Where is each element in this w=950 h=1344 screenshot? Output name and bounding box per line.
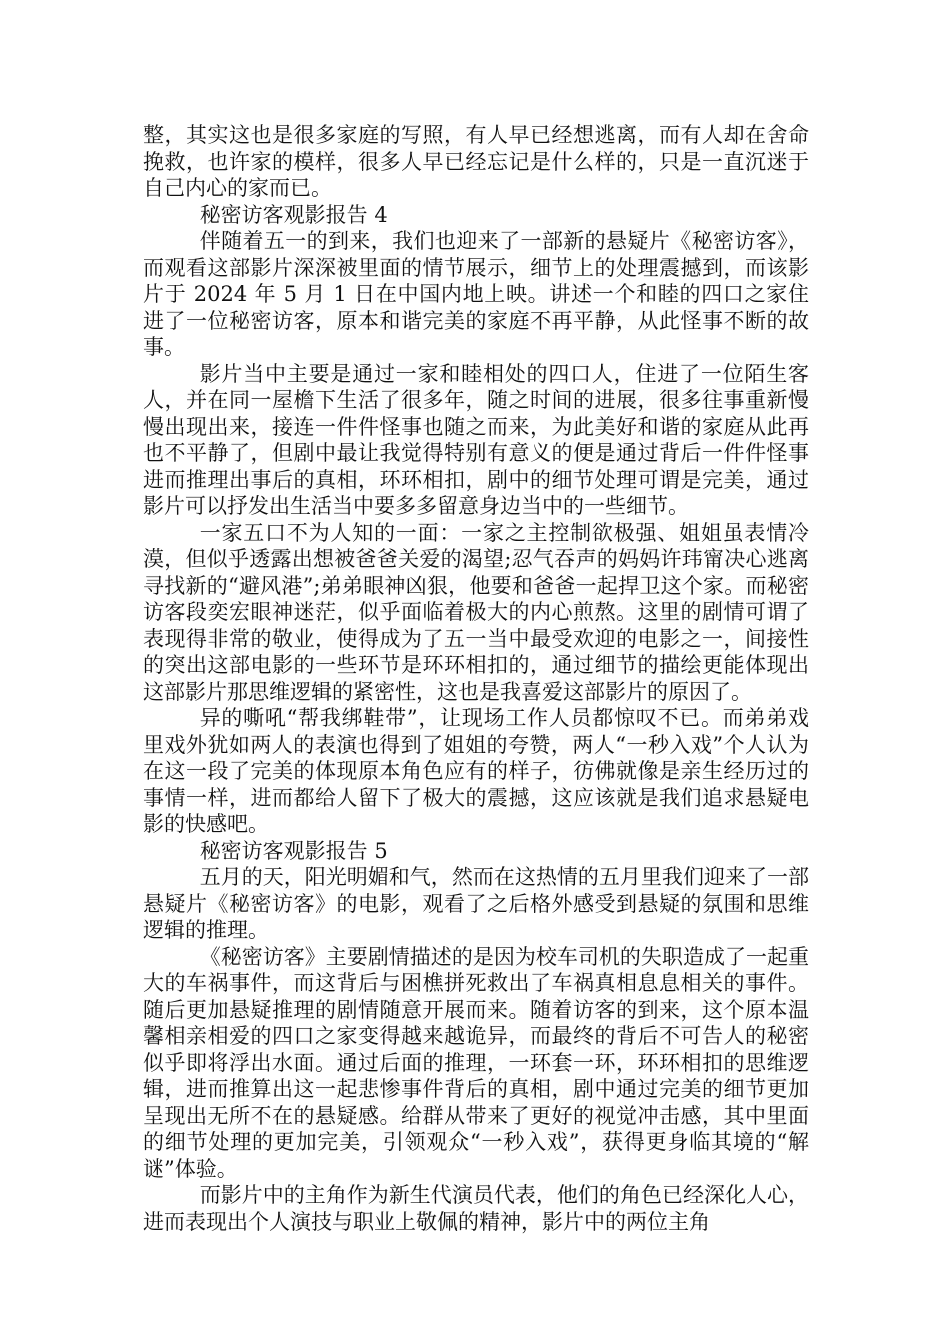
paragraph: 影片当中主要是通过一家和睦相处的四口人，住进了一位陌生客人，并在同一屋檐下生活了很多年，随之时间的进展，很多往事重新慢慢出现出来，接连一件件怪事也随之而来，为此美好和谐的家庭从此再也不平静了，但剧中最让我觉得特别有意义的便是通过背后一件件怪事进而推理出事后的真相，环环相扣，剧中的细节处理可谓是完美，通过影片可以抒发出生活当中要多多留意身边当中的一些细节。	[143, 361, 809, 518]
paragraph: 《秘密访客》主要剧情描述的是因为校车司机的失职造成了一起重大的车祸事件，而这背后与困樵拼死救出了车祸真相息息相关的事件。随后更加悬疑推理的剧情随意开展而来。随着访客的到来，这个原本温馨相亲相爱的四口之家变得越来越诡异，而最终的背后不可告人的秘密似乎即将浮出水面。通过后面的推理，一环套一环，环环相扣的思维逻辑，进而推算出这一起悲惨事件背后的真相，剧中通过完美的细节更加呈现出无所不在的悬疑感。给群从带来了更好的视觉冲击感，其中里面的细节处理的更加完美，引领观众“一秒入戏”，获得更身临其境的“解谜”体验。	[143, 944, 809, 1181]
paragraph: 异的嘶吼“帮我绑鞋带”，让现场工作人员都惊叹不已。而弟弟戏里戏外犹如两人的表演也得到了姐姐的夸赞，两人“一秒入戏”个人认为在这一段了完美的体现原本角色应有的样子，彷佛就像是亲生经历过的事情一样，进而都给人留下了极大的震撼，这应该就是我们追求悬疑电影的快感吧。	[143, 706, 809, 836]
section-heading-report-4: 秘密访客观影报告 4	[199, 202, 388, 227]
paragraph: 伴随着五一的到来，我们也迎来了一部新的悬疑片《秘密访客》，而观看这部影片深深被里面的情节展示，细节上的处理震撼到，而该影片于 2024 年 5 月 1 日在中国内地上映。讲述一个和睦的四口之家住进了一位秘密访客，原本和谐完美的家庭不再平静，从此怪事不断的故事。	[143, 229, 809, 359]
paragraph: 一家五口不为人知的一面：一家之主控制欲极强、姐姐虽表情冷漠，但似乎透露出想被爸爸关爱的渴望;忍气吞声的妈妈许玮甯决心逃离寻找新的“避风港”;弟弟眼神凶狠，他要和爸爸一起捍卫这个家。而秘密访客段奕宏眼神迷茫，似乎面临着极大的内心煎熬。这里的剧情可谓了表现得非常的敬业，使得成为了五一当中最受欢迎的电影之一，间接性的突出这部电影的一些环节是环环相扣的，通过细节的描绘更能体现出这部影片那思维逻辑的紧密性，这也是我喜爱这部影片的原因了。	[143, 520, 809, 704]
paragraph: 而影片中的主角作为新生代演员代表，他们的角色已经深化人心，进而表现出个人演技与职业上敬佩的精神，影片中的两位主角	[143, 1183, 809, 1234]
paragraph: 五月的天，阳光明媚和气，然而在这热情的五月里我们迎来了一部悬疑片《秘密访客》的电影，观看了之后格外感受到悬疑的氛围和思维逻辑的推理。	[143, 865, 809, 942]
document-body	[143, 122, 809, 1235]
paragraph-continuation: 整，其实这也是很多家庭的写照，有人早已经想逃离，而有人却在舍命挽救，也许家的模样，很多人早已经忘记是什么样的，只是一直沉迷于自己内心的家而已。	[143, 123, 809, 200]
section-heading-report-5: 秘密访客观影报告 5	[199, 838, 388, 863]
